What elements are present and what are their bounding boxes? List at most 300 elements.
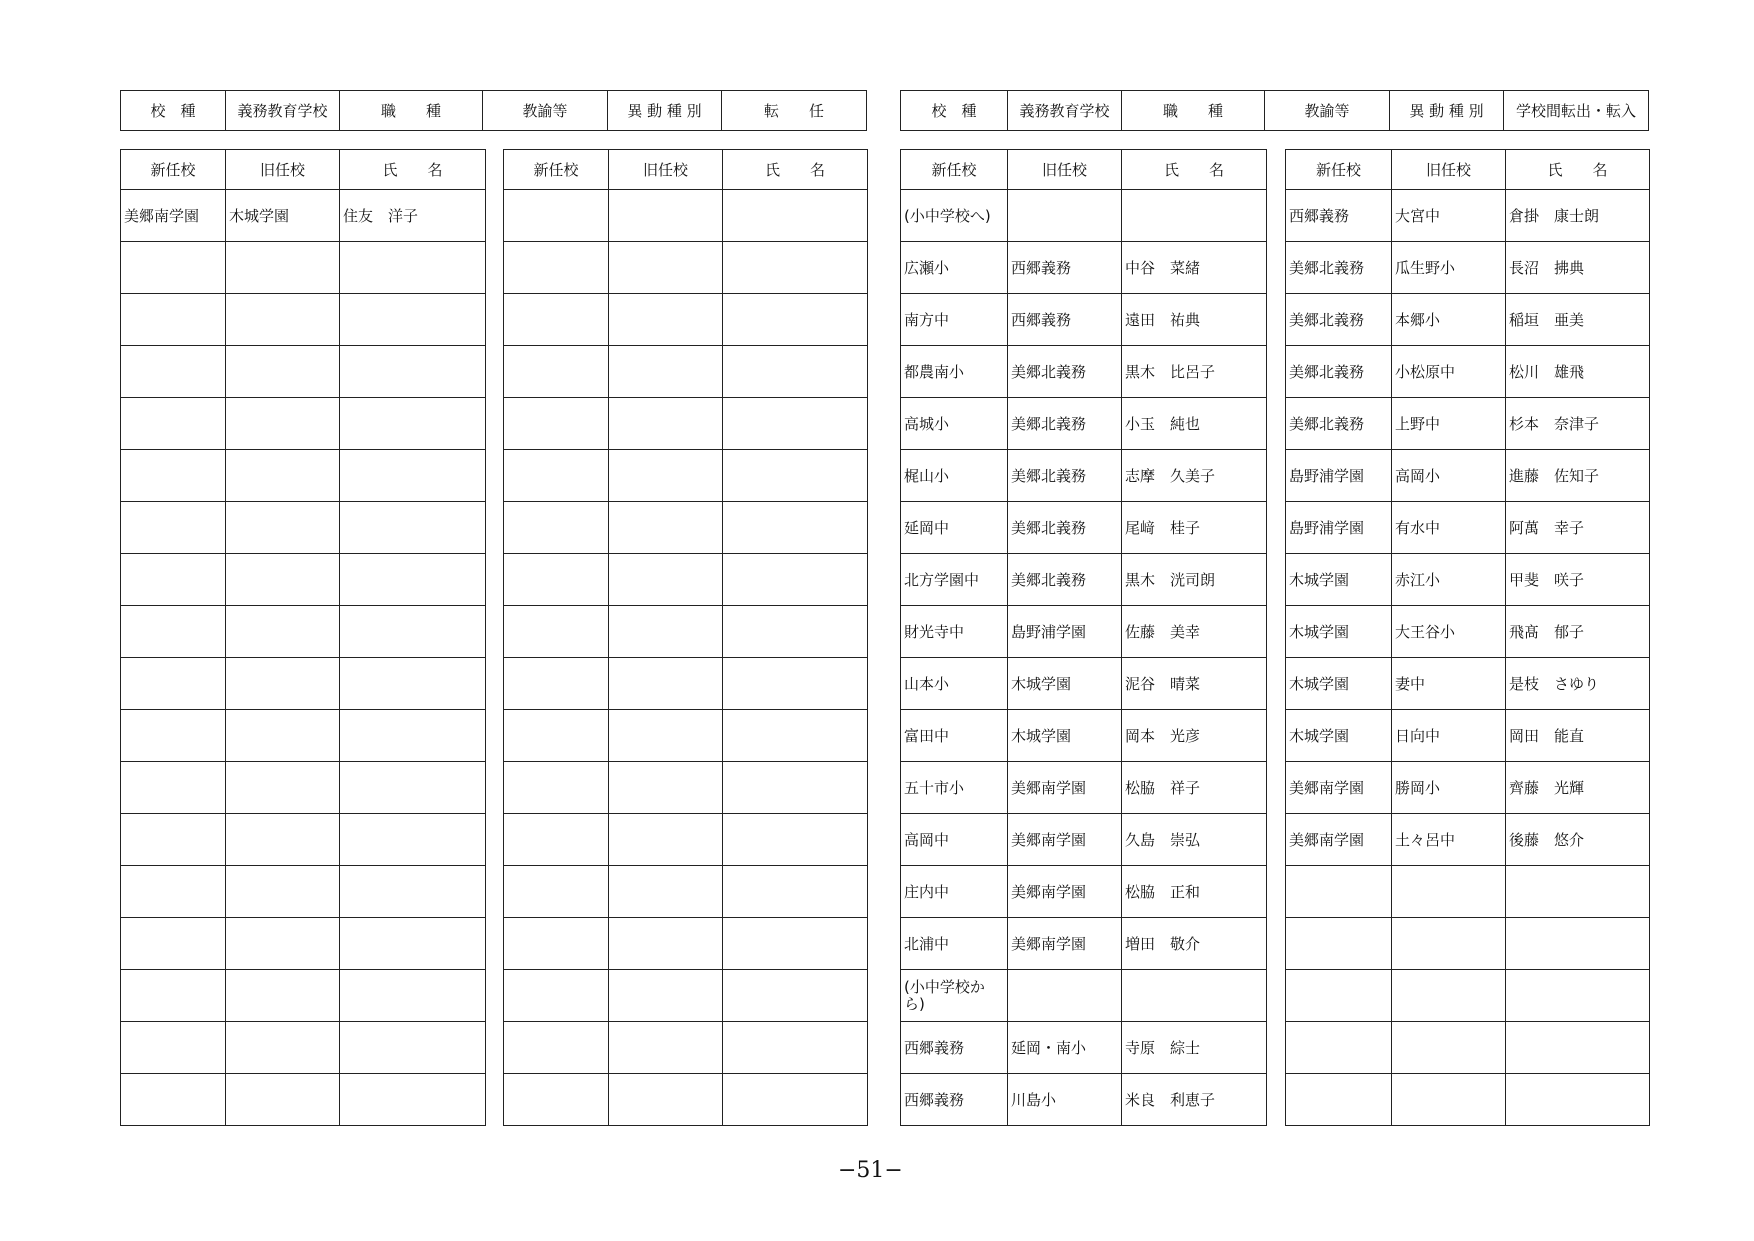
new-school-cell <box>504 450 609 502</box>
table-row <box>121 710 486 762</box>
name-cell <box>340 502 486 554</box>
old-school-cell <box>609 606 723 658</box>
new-school-cell <box>121 814 226 866</box>
new-school-cell: 島野浦学園 <box>1286 450 1392 502</box>
new-school-cell <box>504 1074 609 1126</box>
old-school-cell <box>609 710 723 762</box>
new-school-cell <box>504 346 609 398</box>
left-school-type-value: 義務教育学校 <box>226 91 340 131</box>
table-row <box>901 1074 1267 1126</box>
name-cell <box>723 866 868 918</box>
table-row <box>504 190 868 242</box>
new-school-cell: 西郷義務 <box>901 1022 1008 1074</box>
name-cell: 岡本 光彦 <box>1122 710 1267 762</box>
new-school-cell: 延岡中 <box>901 502 1008 554</box>
old-school-header: 旧任校 <box>1392 150 1506 190</box>
table-row <box>504 710 868 762</box>
old-school-cell: 小松原中 <box>1392 346 1506 398</box>
table-row <box>901 710 1267 762</box>
table-row <box>901 294 1267 346</box>
name-cell: 中谷 菜緒 <box>1122 242 1267 294</box>
old-school-cell <box>226 554 340 606</box>
right-transfer-type-value: 学校間転出・転入 <box>1504 91 1649 131</box>
new-school-cell: 木城学園 <box>1286 606 1392 658</box>
name-cell <box>1122 970 1267 1022</box>
new-school-cell: 美郷南学園 <box>1286 762 1392 814</box>
name-cell <box>340 1022 486 1074</box>
name-cell <box>1506 1074 1650 1126</box>
table-row <box>121 190 486 242</box>
old-school-cell: 美郷北義務 <box>1008 450 1122 502</box>
old-school-cell <box>609 190 723 242</box>
new-school-cell: 富田中 <box>901 710 1008 762</box>
old-school-cell <box>226 970 340 1022</box>
old-school-cell: 美郷南学園 <box>1008 762 1122 814</box>
new-school-cell <box>1286 970 1392 1022</box>
name-cell <box>723 346 868 398</box>
name-cell: 岡田 能直 <box>1506 710 1650 762</box>
old-school-cell: 美郷南学園 <box>1008 866 1122 918</box>
table-row <box>121 554 486 606</box>
table-row <box>901 918 1267 970</box>
right-school-type-label: 校 種 <box>901 91 1008 131</box>
table-row <box>504 554 868 606</box>
right-job-type-label: 職 種 <box>1122 91 1265 131</box>
old-school-cell <box>609 814 723 866</box>
name-cell: 後藤 悠介 <box>1506 814 1650 866</box>
name-cell <box>340 918 486 970</box>
new-school-cell <box>504 918 609 970</box>
name-cell: 尾﨑 桂子 <box>1122 502 1267 554</box>
new-school-cell <box>504 762 609 814</box>
old-school-cell <box>226 866 340 918</box>
table-row <box>1286 710 1650 762</box>
table-row <box>1286 346 1650 398</box>
new-school-cell <box>121 502 226 554</box>
old-school-cell <box>226 398 340 450</box>
name-cell <box>340 554 486 606</box>
old-school-cell: 妻中 <box>1392 658 1506 710</box>
old-school-cell: 美郷北義務 <box>1008 398 1122 450</box>
new-school-cell: 高城小 <box>901 398 1008 450</box>
old-school-cell: 木城学園 <box>1008 710 1122 762</box>
old-school-cell: 瓜生野小 <box>1392 242 1506 294</box>
new-school-cell <box>504 242 609 294</box>
table-row <box>901 450 1267 502</box>
table-row <box>1286 1022 1650 1074</box>
new-school-cell: 南方中 <box>901 294 1008 346</box>
table-row <box>901 346 1267 398</box>
table-row <box>1286 606 1650 658</box>
left-table-a <box>120 149 486 1126</box>
name-cell: 倉掛 康士朗 <box>1506 190 1650 242</box>
new-school-cell: 西郷義務 <box>1286 190 1392 242</box>
new-school-cell <box>1286 1022 1392 1074</box>
new-school-cell <box>504 554 609 606</box>
new-school-cell: 北方学園中 <box>901 554 1008 606</box>
old-school-cell: 大王谷小 <box>1392 606 1506 658</box>
name-cell: 飛髙 郁子 <box>1506 606 1650 658</box>
name-cell: 黒木 比呂子 <box>1122 346 1267 398</box>
table-row <box>121 1022 486 1074</box>
new-school-cell <box>121 554 226 606</box>
old-school-cell: 本郷小 <box>1392 294 1506 346</box>
name-cell <box>1506 918 1650 970</box>
table-row <box>1286 190 1650 242</box>
right-job-type-value: 教諭等 <box>1265 91 1390 131</box>
old-school-cell: 木城学園 <box>1008 658 1122 710</box>
table-row <box>901 606 1267 658</box>
table-row <box>901 242 1267 294</box>
new-school-cell: 広瀬小 <box>901 242 1008 294</box>
name-cell: 松脇 祥子 <box>1122 762 1267 814</box>
name-cell <box>723 502 868 554</box>
name-cell <box>723 398 868 450</box>
table-row <box>121 918 486 970</box>
name-cell <box>340 814 486 866</box>
table-row <box>121 242 486 294</box>
old-school-cell <box>609 554 723 606</box>
name-cell <box>340 762 486 814</box>
new-school-cell <box>1286 918 1392 970</box>
table-row <box>901 190 1267 242</box>
new-school-cell <box>121 658 226 710</box>
new-school-cell <box>504 502 609 554</box>
new-school-cell: 山本小 <box>901 658 1008 710</box>
new-school-header: 新任校 <box>1286 150 1392 190</box>
old-school-cell: 木城学園 <box>226 190 340 242</box>
table-row <box>504 242 868 294</box>
old-school-cell <box>609 502 723 554</box>
table-row <box>504 606 868 658</box>
name-cell: 遠田 祐典 <box>1122 294 1267 346</box>
table-row <box>121 346 486 398</box>
name-cell <box>340 450 486 502</box>
name-cell <box>723 190 868 242</box>
table-row <box>504 398 868 450</box>
table-row <box>1286 918 1650 970</box>
old-school-header: 旧任校 <box>226 150 340 190</box>
new-school-cell: 木城学園 <box>1286 658 1392 710</box>
new-school-cell: 西郷義務 <box>901 1074 1008 1126</box>
old-school-cell <box>226 502 340 554</box>
table-row <box>504 658 868 710</box>
old-school-cell <box>1392 970 1506 1022</box>
new-school-cell <box>121 294 226 346</box>
new-school-cell: 高岡中 <box>901 814 1008 866</box>
new-school-cell <box>121 762 226 814</box>
table-row <box>901 814 1267 866</box>
old-school-header: 旧任校 <box>1008 150 1122 190</box>
name-cell <box>723 294 868 346</box>
old-school-cell: 西郷義務 <box>1008 294 1122 346</box>
new-school-cell: (小中学校へ) <box>901 190 1008 242</box>
name-cell <box>723 710 868 762</box>
name-cell: 阿萬 幸子 <box>1506 502 1650 554</box>
table-row <box>121 294 486 346</box>
table-row <box>504 502 868 554</box>
name-cell: 長沼 拂典 <box>1506 242 1650 294</box>
new-school-cell <box>504 398 609 450</box>
new-school-cell: 五十市小 <box>901 762 1008 814</box>
new-school-cell: 木城学園 <box>1286 554 1392 606</box>
table-row <box>1286 242 1650 294</box>
old-school-cell <box>1392 866 1506 918</box>
old-school-cell <box>609 866 723 918</box>
old-school-cell <box>1392 918 1506 970</box>
left-header-table <box>120 90 867 131</box>
table-row <box>504 450 868 502</box>
old-school-cell <box>609 918 723 970</box>
old-school-cell <box>609 970 723 1022</box>
table-row <box>901 554 1267 606</box>
old-school-cell: 赤江小 <box>1392 554 1506 606</box>
table-row <box>1286 398 1650 450</box>
table-row <box>504 866 868 918</box>
name-cell <box>340 606 486 658</box>
column-header-row <box>901 150 1267 190</box>
name-cell <box>340 294 486 346</box>
old-school-cell: 島野浦学園 <box>1008 606 1122 658</box>
table-row <box>901 1022 1267 1074</box>
column-header-row <box>504 150 868 190</box>
name-cell: 甲斐 咲子 <box>1506 554 1650 606</box>
new-school-cell <box>504 294 609 346</box>
old-school-cell: 土々呂中 <box>1392 814 1506 866</box>
new-school-cell <box>504 606 609 658</box>
old-school-cell: 延岡・南小 <box>1008 1022 1122 1074</box>
old-school-cell <box>1392 1022 1506 1074</box>
new-school-cell: 梶山小 <box>901 450 1008 502</box>
new-school-cell: 美郷北義務 <box>1286 398 1392 450</box>
name-cell: 稲垣 亜美 <box>1506 294 1650 346</box>
table-row <box>504 346 868 398</box>
new-school-cell: 美郷北義務 <box>1286 242 1392 294</box>
name-cell: 久島 崇弘 <box>1122 814 1267 866</box>
name-cell <box>723 762 868 814</box>
right-school-type-value: 義務教育学校 <box>1008 91 1122 131</box>
new-school-cell: 島野浦学園 <box>1286 502 1392 554</box>
old-school-cell <box>609 294 723 346</box>
new-school-cell <box>504 710 609 762</box>
name-cell <box>723 918 868 970</box>
old-school-cell <box>609 762 723 814</box>
old-school-cell <box>609 450 723 502</box>
old-school-cell <box>1008 970 1122 1022</box>
left-transfer-type-value: 転 任 <box>722 91 867 131</box>
name-cell: 進藤 佐知子 <box>1506 450 1650 502</box>
old-school-cell <box>609 658 723 710</box>
new-school-cell <box>504 1022 609 1074</box>
right-transfer-type-label: 異 動 種 別 <box>1390 91 1504 131</box>
name-cell: 小玉 純也 <box>1122 398 1267 450</box>
name-cell <box>340 346 486 398</box>
new-school-cell <box>121 866 226 918</box>
table-row <box>901 658 1267 710</box>
column-header-row <box>121 150 486 190</box>
name-cell: 佐藤 美幸 <box>1122 606 1267 658</box>
table-row <box>1286 658 1650 710</box>
old-school-cell <box>1392 1074 1506 1126</box>
old-school-cell <box>226 918 340 970</box>
new-school-cell <box>121 450 226 502</box>
new-school-header: 新任校 <box>901 150 1008 190</box>
name-header: 氏 名 <box>1122 150 1267 190</box>
table-row <box>121 970 486 1022</box>
name-cell: 杉本 奈津子 <box>1506 398 1650 450</box>
name-header: 氏 名 <box>723 150 868 190</box>
name-cell <box>723 450 868 502</box>
new-school-cell <box>121 242 226 294</box>
old-school-cell <box>226 242 340 294</box>
new-school-header: 新任校 <box>504 150 609 190</box>
old-school-header: 旧任校 <box>609 150 723 190</box>
old-school-cell <box>226 450 340 502</box>
old-school-cell: 美郷南学園 <box>1008 814 1122 866</box>
name-cell: 住友 洋子 <box>340 190 486 242</box>
name-cell <box>723 242 868 294</box>
name-cell: 米良 利恵子 <box>1122 1074 1267 1126</box>
old-school-cell: 勝岡小 <box>1392 762 1506 814</box>
name-cell: 泥谷 晴菜 <box>1122 658 1267 710</box>
left-job-type-value: 教諭等 <box>483 91 608 131</box>
right-table-a <box>900 149 1267 1126</box>
table-row <box>504 762 868 814</box>
new-school-cell: 美郷北義務 <box>1286 294 1392 346</box>
name-cell <box>723 814 868 866</box>
table-row <box>504 1022 868 1074</box>
table-row <box>121 814 486 866</box>
old-school-cell <box>226 658 340 710</box>
old-school-cell: 美郷北義務 <box>1008 502 1122 554</box>
table-row <box>121 762 486 814</box>
old-school-cell <box>609 242 723 294</box>
new-school-cell: (小中学校から) <box>901 970 1008 1022</box>
name-cell: 黒木 洸司朗 <box>1122 554 1267 606</box>
left-table-b <box>503 149 868 1126</box>
table-row <box>121 450 486 502</box>
new-school-header: 新任校 <box>121 150 226 190</box>
table-row <box>1286 970 1650 1022</box>
old-school-cell <box>226 762 340 814</box>
old-school-cell <box>226 1074 340 1126</box>
old-school-cell <box>609 346 723 398</box>
table-row <box>901 398 1267 450</box>
name-cell <box>340 242 486 294</box>
name-cell <box>1506 970 1650 1022</box>
new-school-cell <box>121 710 226 762</box>
table-row <box>1286 814 1650 866</box>
old-school-cell: 美郷北義務 <box>1008 554 1122 606</box>
name-cell <box>723 970 868 1022</box>
new-school-cell: 木城学園 <box>1286 710 1392 762</box>
name-cell <box>723 554 868 606</box>
name-cell <box>723 606 868 658</box>
old-school-cell: 大宮中 <box>1392 190 1506 242</box>
name-cell <box>723 658 868 710</box>
old-school-cell <box>226 606 340 658</box>
old-school-cell <box>226 1022 340 1074</box>
table-row <box>121 1074 486 1126</box>
table-row <box>121 866 486 918</box>
new-school-cell: 美郷南学園 <box>121 190 226 242</box>
name-header: 氏 名 <box>1506 150 1650 190</box>
new-school-cell: 財光寺中 <box>901 606 1008 658</box>
new-school-cell: 美郷南学園 <box>1286 814 1392 866</box>
table-row <box>1286 554 1650 606</box>
old-school-cell: 美郷北義務 <box>1008 346 1122 398</box>
new-school-cell <box>121 346 226 398</box>
old-school-cell <box>226 294 340 346</box>
old-school-cell <box>609 1074 723 1126</box>
old-school-cell <box>1008 190 1122 242</box>
table-row <box>504 1074 868 1126</box>
table-row <box>901 502 1267 554</box>
table-row <box>901 762 1267 814</box>
new-school-cell: 庄内中 <box>901 866 1008 918</box>
old-school-cell: 川島小 <box>1008 1074 1122 1126</box>
new-school-cell <box>121 398 226 450</box>
name-cell <box>1122 190 1267 242</box>
name-cell: 増田 敬介 <box>1122 918 1267 970</box>
name-cell <box>723 1074 868 1126</box>
name-cell: 松川 雄飛 <box>1506 346 1650 398</box>
new-school-cell <box>1286 866 1392 918</box>
new-school-cell <box>121 1022 226 1074</box>
name-cell <box>340 970 486 1022</box>
new-school-cell <box>504 866 609 918</box>
name-header: 氏 名 <box>340 150 486 190</box>
table-row <box>504 814 868 866</box>
table-row <box>121 606 486 658</box>
old-school-cell <box>226 346 340 398</box>
new-school-cell <box>504 190 609 242</box>
name-cell <box>340 398 486 450</box>
new-school-cell <box>504 658 609 710</box>
new-school-cell <box>504 814 609 866</box>
old-school-cell: 高岡小 <box>1392 450 1506 502</box>
name-cell <box>340 658 486 710</box>
table-row <box>504 970 868 1022</box>
name-cell <box>723 1022 868 1074</box>
new-school-cell <box>1286 1074 1392 1126</box>
name-cell: 齊藤 光輝 <box>1506 762 1650 814</box>
new-school-cell <box>121 606 226 658</box>
left-transfer-type-label: 異 動 種 別 <box>608 91 722 131</box>
new-school-cell <box>121 918 226 970</box>
name-cell: 寺原 綜士 <box>1122 1022 1267 1074</box>
new-school-cell: 美郷北義務 <box>1286 346 1392 398</box>
new-school-cell: 都農南小 <box>901 346 1008 398</box>
name-cell <box>1506 1022 1650 1074</box>
name-cell <box>340 866 486 918</box>
name-cell: 是枝 さゆり <box>1506 658 1650 710</box>
left-school-type-label: 校 種 <box>121 91 226 131</box>
old-school-cell <box>609 1022 723 1074</box>
table-row <box>1286 1074 1650 1126</box>
name-cell <box>340 1074 486 1126</box>
old-school-cell: 美郷南学園 <box>1008 918 1122 970</box>
old-school-cell: 上野中 <box>1392 398 1506 450</box>
table-row <box>1286 502 1650 554</box>
new-school-cell <box>121 970 226 1022</box>
left-job-type-label: 職 種 <box>340 91 483 131</box>
old-school-cell <box>226 710 340 762</box>
table-row <box>1286 450 1650 502</box>
name-cell <box>1506 866 1650 918</box>
page-number: −51− <box>838 1158 903 1183</box>
table-row <box>504 918 868 970</box>
